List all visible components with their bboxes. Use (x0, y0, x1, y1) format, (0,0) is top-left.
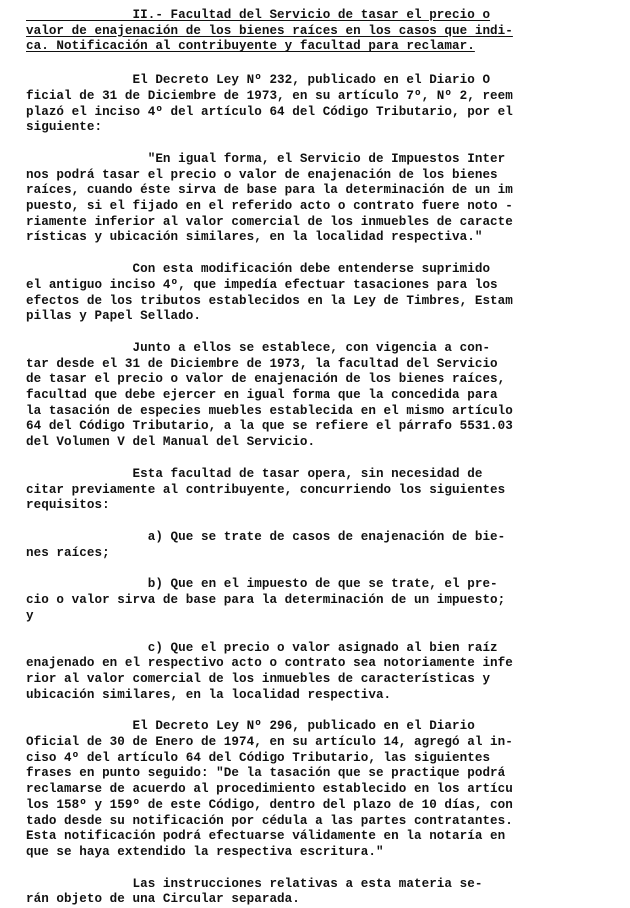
text-line: 64 del Código Tributario, a la que se refiere el párrafo 5531.03 (26, 419, 513, 434)
text-line: de tasar el precio o valor de enajenación de los bienes raíces, (26, 372, 506, 387)
text-line: El Decreto Ley Nº 296, publicado en el Diario (26, 719, 475, 734)
text-line: "En igual forma, el Servicio de Impuestos Inter (26, 151, 506, 166)
text-line: a) Que se trate de casos de enajenación de bie- (26, 529, 506, 544)
document-body (26, 73, 602, 908)
text-line: efectos de los tributos establecidos en la Ley de Timbres, Estam (26, 293, 513, 308)
text-line: rísticas y ubicación similares, en la localidad respectiva." (26, 230, 483, 245)
heading-line: ca. Notificación al contribuyente y facultad para reclamar. (26, 39, 475, 54)
heading-line: II.- Facultad del Servicio de tasar el precio o (26, 8, 491, 22)
text-line: siguiente: (26, 120, 103, 135)
text-line: del Volumen V del Manual del Servicio. (26, 435, 316, 450)
text-line: tado desde su notificación por cédula a las partes contratantes. (26, 813, 513, 828)
text-line: El Decreto Ley Nº 232, publicado en el Diario O (26, 73, 491, 88)
paragraph (26, 262, 602, 325)
paragraph (26, 641, 602, 704)
text-line: rán objeto de una Circular separada. (26, 892, 300, 907)
text-line: c) Que el precio o valor asignado al bien raíz (26, 640, 498, 655)
text-line: cio o valor sirva de base para la determinación de un impuesto; (26, 593, 506, 608)
text-line: nos podrá tasar el precio o valor de enajenación de los bienes (26, 167, 498, 182)
text-line: frases en punto seguido: "De la tasación que se practique podrá (26, 766, 506, 781)
text-line: raíces, cuando éste sirva de base para la determinación de un im (26, 183, 513, 198)
text-line: plazó el inciso 4º del artículo 64 del Código Tributario, por el (26, 104, 513, 119)
text-line: puesto, si el fijado en el referido acto o contrato fuere noto - (26, 199, 513, 214)
text-line: ciso 4º del artículo 64 del Código Tributario, las siguientes (26, 750, 491, 765)
text-line: riamente inferior al valor comercial de los inmuebles de caracte (26, 214, 513, 229)
paragraph (26, 152, 602, 246)
paragraph (26, 719, 602, 860)
text-line: la tasación de especies muebles establecida en el mismo artículo (26, 403, 513, 418)
text-line: Junto a ellos se establece, con vigencia a con- (26, 340, 491, 355)
text-line: requisitos: (26, 498, 110, 513)
paragraph (26, 341, 602, 451)
section-heading (26, 8, 602, 55)
text-line: enajenado en el respectivo acto o contrato sea notoriamente infe (26, 656, 513, 671)
text-line: Las instrucciones relativas a esta materia se- (26, 876, 483, 891)
text-line: b) Que en el impuesto de que se trate, el pre- (26, 577, 498, 592)
text-line: rior al valor comercial de los inmuebles de características y (26, 671, 491, 686)
paragraph (26, 530, 602, 561)
text-line: ubicación similares, en la localidad respectiva. (26, 687, 392, 702)
text-line: reclamarse de acuerdo al procedimiento establecido en los artícu (26, 782, 513, 797)
text-line: y (26, 608, 34, 623)
text-line: los 158º y 159º de este Código, dentro del plazo de 10 días, con (26, 797, 513, 812)
heading-line: valor de enajenación de los bienes raíces en los casos que indi- (26, 23, 513, 38)
text-line: que se haya extendido la respectiva escritura." (26, 844, 384, 859)
text-line: Esta notificación podrá efectuarse válidamente en la notaría en (26, 829, 506, 844)
text-line: facultad que debe ejercer en igual forma que la concedida para (26, 388, 498, 403)
paragraph (26, 877, 602, 908)
paragraph (26, 73, 602, 136)
text-line: nes raíces; (26, 545, 110, 560)
text-line: tar desde el 31 de Diciembre de 1973, la facultad del Servicio (26, 356, 498, 371)
paragraph (26, 467, 602, 514)
text-line: Con esta modificación debe entenderse suprimido (26, 262, 491, 277)
text-line: el antiguo inciso 4º, que impedía efectuar tasaciones para los (26, 277, 498, 292)
text-line: pillas y Papel Sellado. (26, 309, 201, 324)
text-line: citar previamente al contribuyente, concurriendo los siguientes (26, 482, 506, 497)
text-line: Oficial de 30 de Enero de 1974, en su artículo 14, agregó al in- (26, 735, 513, 750)
text-line: Esta facultad de tasar opera, sin necesidad de (26, 466, 483, 481)
paragraph (26, 577, 602, 624)
text-line: ficial de 31 de Diciembre de 1973, en su artículo 7º, Nº 2, reem (26, 88, 513, 103)
